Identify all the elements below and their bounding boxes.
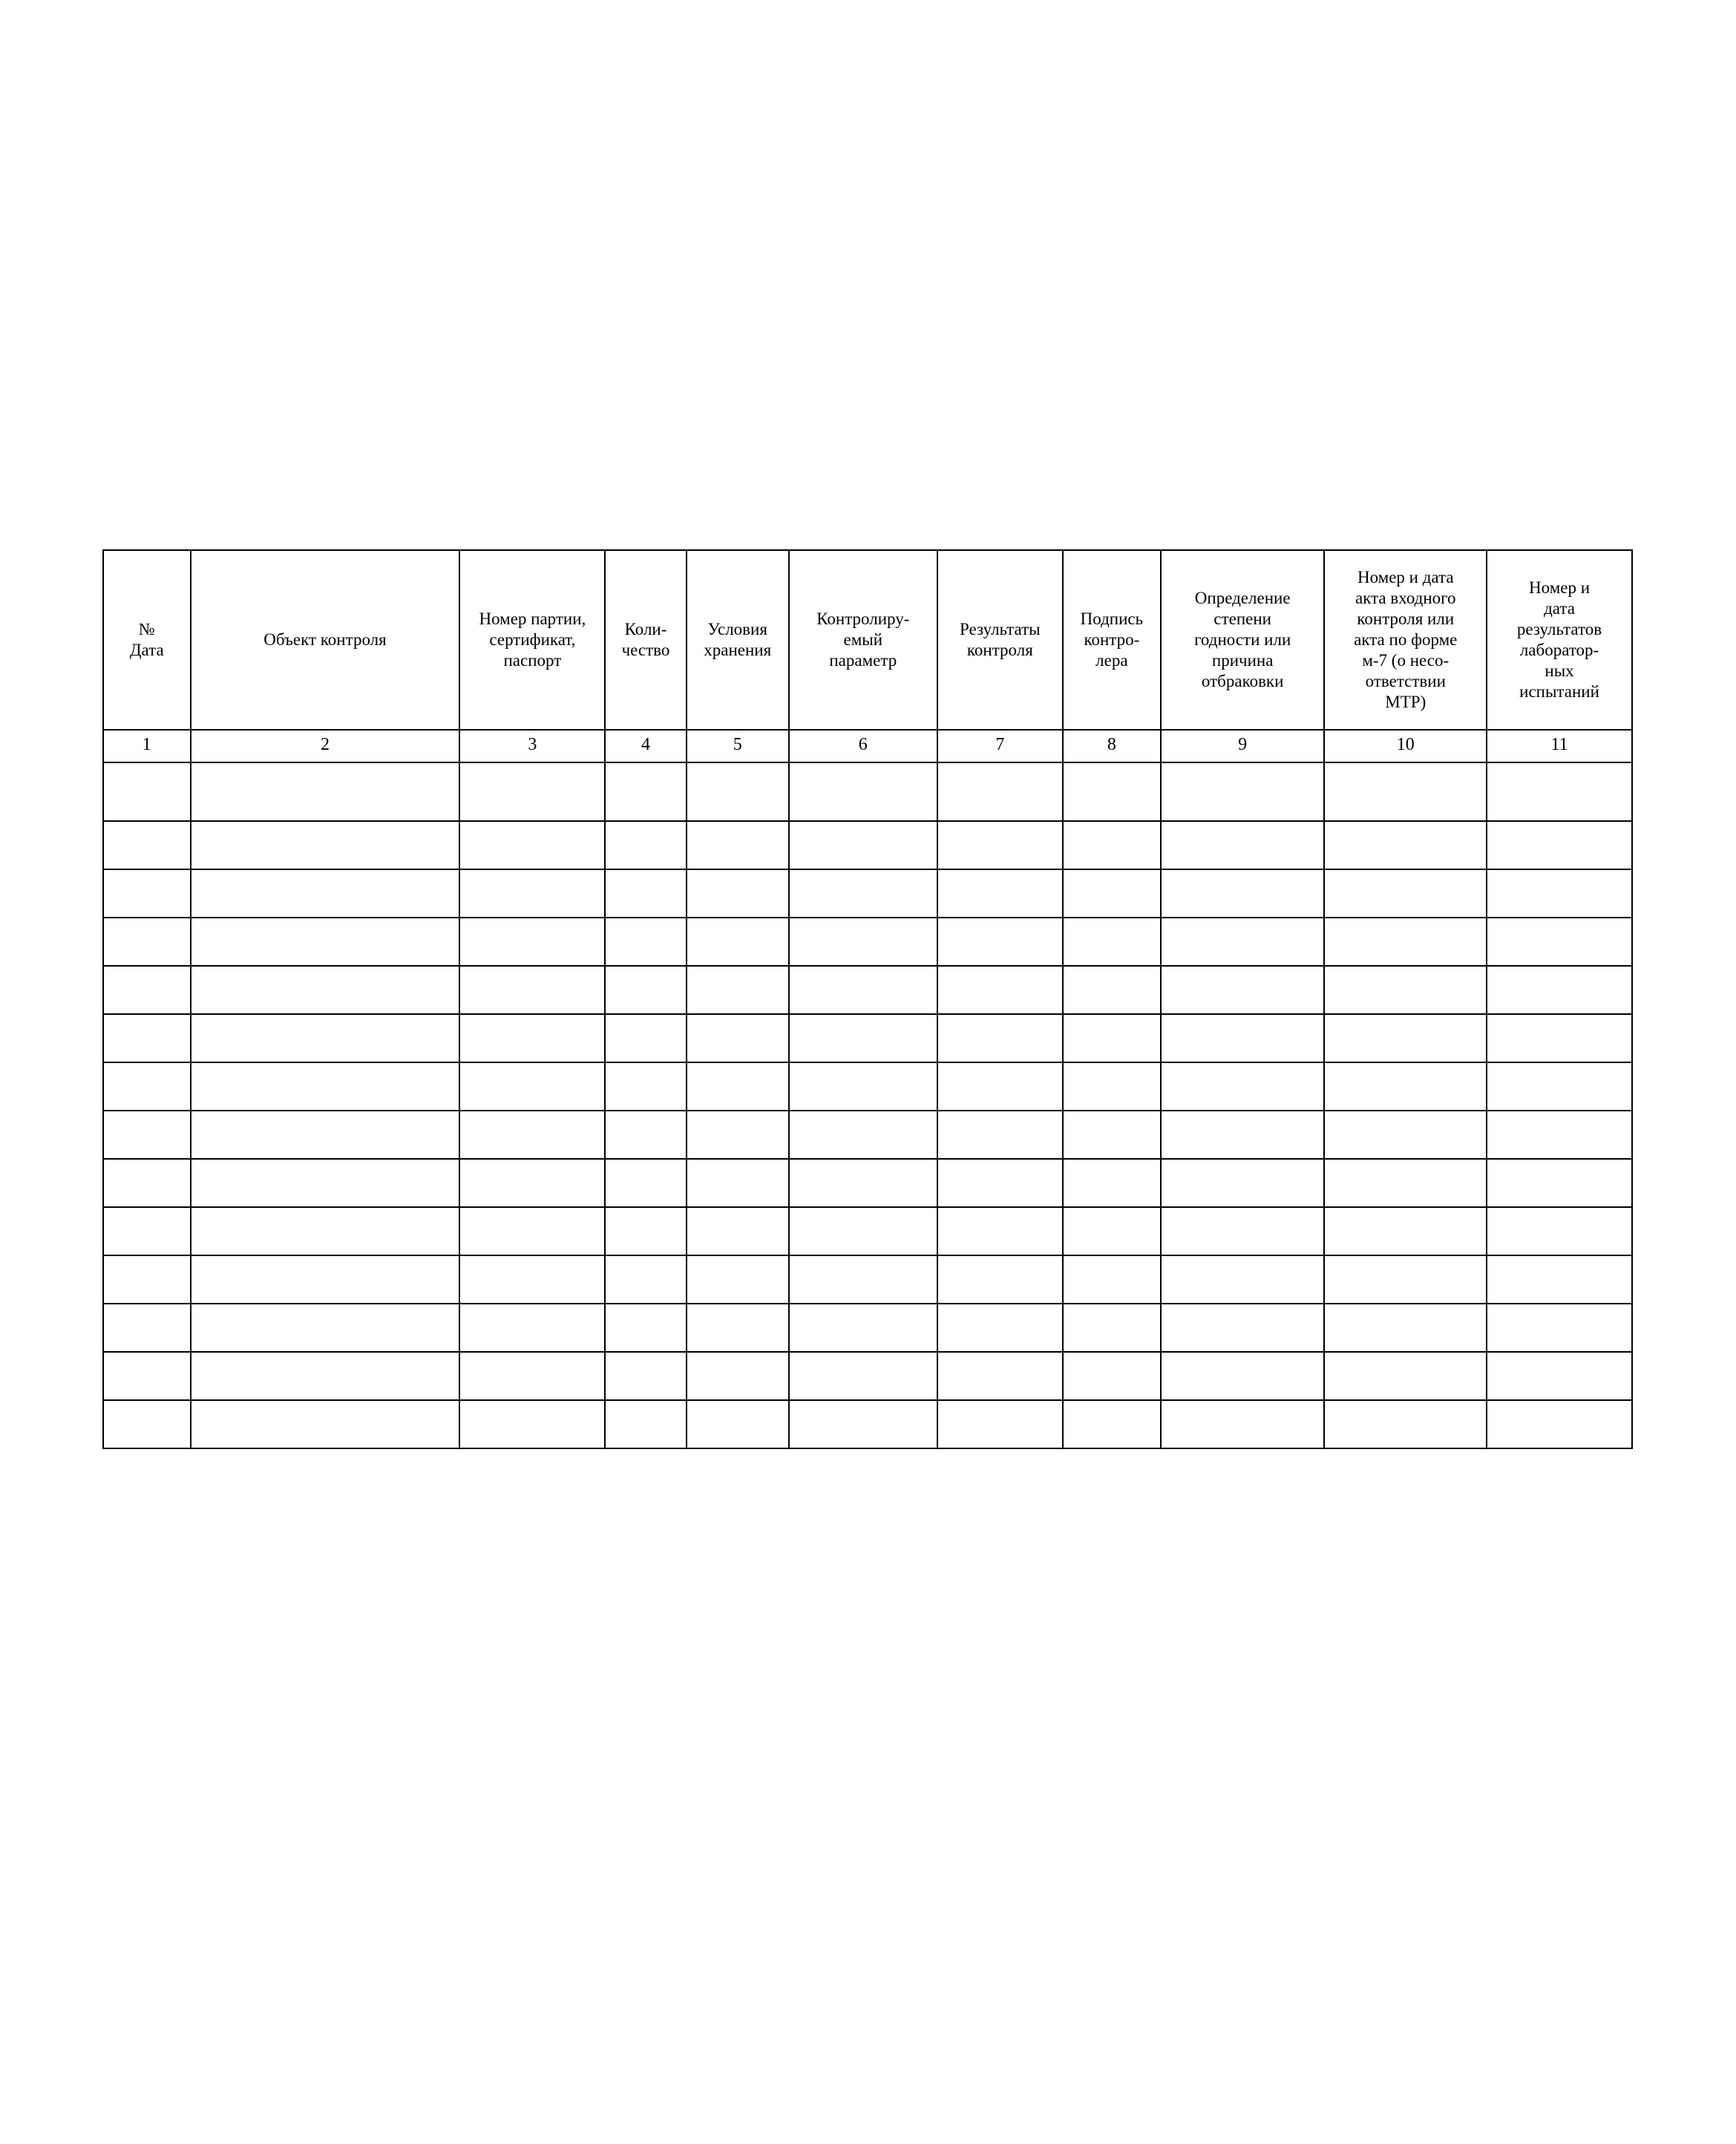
table-cell[interactable] bbox=[459, 821, 605, 869]
table-cell[interactable] bbox=[1063, 918, 1161, 966]
table-cell[interactable] bbox=[937, 1352, 1063, 1400]
table-cell[interactable] bbox=[191, 869, 460, 918]
table-cell[interactable] bbox=[1487, 1111, 1632, 1159]
table-cell[interactable] bbox=[191, 1111, 460, 1159]
table-cell[interactable] bbox=[687, 1014, 789, 1062]
table-cell[interactable] bbox=[459, 1111, 605, 1159]
table-cell[interactable] bbox=[1324, 918, 1487, 966]
table-cell[interactable] bbox=[103, 1014, 191, 1062]
table-cell[interactable] bbox=[459, 762, 605, 821]
table-cell[interactable] bbox=[459, 1304, 605, 1352]
table-cell[interactable] bbox=[1063, 1255, 1161, 1304]
table-cell[interactable] bbox=[1161, 762, 1325, 821]
table-cell[interactable] bbox=[605, 1062, 686, 1111]
table-cell[interactable] bbox=[687, 966, 789, 1014]
table-cell[interactable] bbox=[103, 869, 191, 918]
table-row bbox=[103, 1014, 1632, 1062]
table-cell[interactable] bbox=[1487, 1159, 1632, 1207]
table-cell[interactable] bbox=[789, 869, 937, 918]
table-cell[interactable] bbox=[1324, 1159, 1487, 1207]
column-number-7: 7 bbox=[937, 730, 1063, 762]
table-cell[interactable] bbox=[1063, 966, 1161, 1014]
table-cell[interactable] bbox=[103, 821, 191, 869]
table-cell[interactable] bbox=[789, 966, 937, 1014]
table-cell[interactable] bbox=[1161, 1400, 1325, 1448]
table-cell[interactable] bbox=[103, 1255, 191, 1304]
table-cell[interactable] bbox=[103, 966, 191, 1014]
column-header-9 bbox=[1161, 550, 1325, 730]
table-row bbox=[103, 1111, 1632, 1159]
journal-table-container bbox=[102, 549, 1633, 1449]
table-cell[interactable] bbox=[1487, 918, 1632, 966]
table-cell[interactable] bbox=[1324, 1304, 1487, 1352]
column-number-11: 11 bbox=[1487, 730, 1632, 762]
table-row bbox=[103, 1255, 1632, 1304]
table-cell[interactable] bbox=[687, 1400, 789, 1448]
table-cell[interactable] bbox=[1161, 1111, 1325, 1159]
table-row bbox=[103, 1159, 1632, 1207]
table-cell[interactable] bbox=[1324, 1062, 1487, 1111]
table-cell[interactable] bbox=[191, 1304, 460, 1352]
table-cell[interactable] bbox=[1063, 821, 1161, 869]
column-header-10-text: Номер и дата акта входного контроля или акта по форме м-7 (о несо- ответствии МТР) bbox=[1354, 567, 1458, 712]
table-cell[interactable] bbox=[605, 1352, 686, 1400]
table-cell[interactable] bbox=[103, 1207, 191, 1255]
table-row bbox=[103, 1304, 1632, 1352]
table-row bbox=[103, 966, 1632, 1014]
table-cell[interactable] bbox=[789, 1255, 937, 1304]
table-row bbox=[103, 1207, 1632, 1255]
table-row bbox=[103, 918, 1632, 966]
table-cell[interactable] bbox=[1487, 1255, 1632, 1304]
column-header-1-text: № Дата bbox=[129, 619, 164, 659]
table-cell[interactable] bbox=[789, 821, 937, 869]
column-header-1 bbox=[103, 550, 191, 730]
column-header-10 bbox=[1324, 550, 1487, 730]
column-number-8: 8 bbox=[1063, 730, 1161, 762]
table-row bbox=[103, 821, 1632, 869]
table-cell[interactable] bbox=[1063, 762, 1161, 821]
table-cell[interactable] bbox=[789, 1352, 937, 1400]
table-cell[interactable] bbox=[191, 918, 460, 966]
table-cell[interactable] bbox=[937, 1255, 1063, 1304]
table-cell[interactable] bbox=[937, 1159, 1063, 1207]
table-cell[interactable] bbox=[1324, 1255, 1487, 1304]
table-cell[interactable] bbox=[191, 1400, 460, 1448]
table-cell[interactable] bbox=[1063, 1304, 1161, 1352]
column-number-9: 9 bbox=[1161, 730, 1325, 762]
table-cell[interactable] bbox=[1487, 1400, 1632, 1448]
table-cell[interactable] bbox=[1324, 1352, 1487, 1400]
table-cell[interactable] bbox=[1324, 1111, 1487, 1159]
table-cell[interactable] bbox=[1324, 869, 1487, 918]
table-cell[interactable] bbox=[687, 821, 789, 869]
table-cell[interactable] bbox=[1063, 869, 1161, 918]
table-cell[interactable] bbox=[1324, 821, 1487, 869]
table-cell[interactable] bbox=[687, 762, 789, 821]
table-cell[interactable] bbox=[459, 1255, 605, 1304]
table-cell[interactable] bbox=[1063, 1062, 1161, 1111]
table-cell[interactable] bbox=[937, 966, 1063, 1014]
table-cell[interactable] bbox=[937, 869, 1063, 918]
table-cell[interactable] bbox=[605, 966, 686, 1014]
table-cell[interactable] bbox=[789, 1062, 937, 1111]
table-cell[interactable] bbox=[1161, 1014, 1325, 1062]
table-cell[interactable] bbox=[1161, 966, 1325, 1014]
table-cell[interactable] bbox=[459, 966, 605, 1014]
table-cell[interactable] bbox=[687, 1352, 789, 1400]
table-cell[interactable] bbox=[605, 1014, 686, 1062]
column-header-6-text: Контролиру- емый параметр bbox=[816, 609, 910, 670]
table-cell[interactable] bbox=[605, 869, 686, 918]
column-header-4 bbox=[605, 550, 686, 730]
table-cell[interactable] bbox=[1161, 1207, 1325, 1255]
table-cell[interactable] bbox=[1487, 1304, 1632, 1352]
table-cell[interactable] bbox=[1161, 918, 1325, 966]
table-row bbox=[103, 762, 1632, 821]
table-cell[interactable] bbox=[687, 1111, 789, 1159]
table-cell[interactable] bbox=[1161, 869, 1325, 918]
table-cell[interactable] bbox=[103, 1304, 191, 1352]
column-header-7-text: Результаты контроля bbox=[960, 619, 1041, 659]
column-number-4: 4 bbox=[605, 730, 686, 762]
table-cell[interactable] bbox=[103, 1159, 191, 1207]
table-cell[interactable] bbox=[937, 1062, 1063, 1111]
table-cell[interactable] bbox=[687, 1062, 789, 1111]
table-cell[interactable] bbox=[1487, 1352, 1632, 1400]
column-number-1: 1 bbox=[103, 730, 191, 762]
table-cell[interactable] bbox=[605, 1159, 686, 1207]
column-number-10: 10 bbox=[1324, 730, 1487, 762]
column-header-2 bbox=[191, 550, 460, 730]
column-header-9-text: Определение степени годности или причина отбраковки bbox=[1194, 588, 1291, 691]
table-row bbox=[103, 1062, 1632, 1111]
table-cell[interactable] bbox=[937, 1207, 1063, 1255]
column-number-3: 3 bbox=[459, 730, 605, 762]
table-cell[interactable] bbox=[191, 762, 460, 821]
table-cell[interactable] bbox=[789, 1207, 937, 1255]
table-cell[interactable] bbox=[191, 1159, 460, 1207]
column-number-5: 5 bbox=[687, 730, 789, 762]
table-cell[interactable] bbox=[789, 918, 937, 966]
column-number-2: 2 bbox=[191, 730, 460, 762]
table-cell[interactable] bbox=[459, 1352, 605, 1400]
table-cell[interactable] bbox=[1063, 1159, 1161, 1207]
table-cell[interactable] bbox=[789, 762, 937, 821]
table-cell[interactable] bbox=[937, 1111, 1063, 1159]
table-cell[interactable] bbox=[191, 1255, 460, 1304]
table-cell[interactable] bbox=[1161, 1255, 1325, 1304]
table-cell[interactable] bbox=[1063, 1400, 1161, 1448]
table-cell[interactable] bbox=[459, 1207, 605, 1255]
table-cell[interactable] bbox=[937, 821, 1063, 869]
table-cell[interactable] bbox=[191, 1207, 460, 1255]
table-cell[interactable] bbox=[459, 1159, 605, 1207]
table-cell[interactable] bbox=[1487, 966, 1632, 1014]
table-cell[interactable] bbox=[605, 1400, 686, 1448]
table-cell[interactable] bbox=[687, 1159, 789, 1207]
table-cell[interactable] bbox=[1487, 821, 1632, 869]
column-number-6: 6 bbox=[789, 730, 937, 762]
table-cell[interactable] bbox=[1161, 1304, 1325, 1352]
table-cell[interactable] bbox=[103, 762, 191, 821]
table-cell[interactable] bbox=[937, 1014, 1063, 1062]
table-cell[interactable] bbox=[1324, 762, 1487, 821]
column-header-8-text: Подпись контро- лера bbox=[1080, 609, 1144, 670]
column-header-11-text: Номер и дата результатов лаборатор- ных испытаний bbox=[1516, 578, 1602, 702]
table-cell[interactable] bbox=[687, 918, 789, 966]
table-row bbox=[103, 1352, 1632, 1400]
table-cell[interactable] bbox=[103, 1400, 191, 1448]
table-cell[interactable] bbox=[459, 1400, 605, 1448]
table-cell[interactable] bbox=[1063, 1207, 1161, 1255]
header-row bbox=[103, 550, 1632, 730]
table-cell[interactable] bbox=[1324, 1207, 1487, 1255]
table-cell[interactable] bbox=[103, 1062, 191, 1111]
table-cell[interactable] bbox=[1161, 1159, 1325, 1207]
table-cell[interactable] bbox=[191, 966, 460, 1014]
table-cell[interactable] bbox=[605, 762, 686, 821]
table-cell[interactable] bbox=[605, 1255, 686, 1304]
column-header-5 bbox=[687, 550, 789, 730]
column-header-6 bbox=[789, 550, 937, 730]
table-cell[interactable] bbox=[459, 1062, 605, 1111]
table-cell[interactable] bbox=[1324, 1400, 1487, 1448]
table-cell[interactable] bbox=[191, 1062, 460, 1111]
table-cell[interactable] bbox=[1063, 1352, 1161, 1400]
table-cell[interactable] bbox=[191, 1014, 460, 1062]
table-cell[interactable] bbox=[103, 1111, 191, 1159]
table-cell[interactable] bbox=[1324, 1014, 1487, 1062]
table-cell[interactable] bbox=[459, 869, 605, 918]
table-cell[interactable] bbox=[789, 1304, 937, 1352]
table-header bbox=[103, 550, 1632, 762]
table-cell[interactable] bbox=[605, 1111, 686, 1159]
column-header-5-text: Условия хранения bbox=[704, 619, 772, 659]
table-cell[interactable] bbox=[937, 918, 1063, 966]
table-cell[interactable] bbox=[605, 821, 686, 869]
table-cell[interactable] bbox=[1161, 1352, 1325, 1400]
table-cell[interactable] bbox=[1487, 869, 1632, 918]
table-cell[interactable] bbox=[459, 918, 605, 966]
table-cell[interactable] bbox=[1063, 1014, 1161, 1062]
column-header-4-text: Коли- чество bbox=[621, 619, 670, 659]
table-cell[interactable] bbox=[937, 762, 1063, 821]
table-cell[interactable] bbox=[687, 1304, 789, 1352]
table-cell[interactable] bbox=[191, 821, 460, 869]
table-row bbox=[103, 1400, 1632, 1448]
column-header-11 bbox=[1487, 550, 1632, 730]
column-header-8 bbox=[1063, 550, 1161, 730]
table-cell[interactable] bbox=[1063, 1111, 1161, 1159]
column-header-2-text: Объект контроля bbox=[263, 630, 387, 649]
table-cell[interactable] bbox=[789, 1159, 937, 1207]
table-cell[interactable] bbox=[1487, 1062, 1632, 1111]
column-number-row bbox=[103, 730, 1632, 762]
table-cell[interactable] bbox=[103, 1352, 191, 1400]
table-cell[interactable] bbox=[789, 1014, 937, 1062]
table-cell[interactable] bbox=[1487, 1014, 1632, 1062]
table-body bbox=[103, 762, 1632, 1448]
column-header-3 bbox=[459, 550, 605, 730]
table-row bbox=[103, 869, 1632, 918]
table-cell[interactable] bbox=[937, 1400, 1063, 1448]
column-header-3-text: Номер партии, сертификат, паспорт bbox=[479, 609, 586, 670]
table-cell[interactable] bbox=[687, 869, 789, 918]
table-cell[interactable] bbox=[687, 1207, 789, 1255]
table-cell[interactable] bbox=[937, 1304, 1063, 1352]
incoming-control-journal-table bbox=[102, 549, 1633, 1449]
table-cell[interactable] bbox=[191, 1352, 460, 1400]
table-cell[interactable] bbox=[789, 1400, 937, 1448]
column-header-7 bbox=[937, 550, 1063, 730]
table-cell[interactable] bbox=[605, 918, 686, 966]
table-cell[interactable] bbox=[1487, 1207, 1632, 1255]
table-cell[interactable] bbox=[605, 1304, 686, 1352]
table-cell[interactable] bbox=[687, 1255, 789, 1304]
table-cell[interactable] bbox=[1161, 821, 1325, 869]
table-cell[interactable] bbox=[605, 1207, 686, 1255]
table-cell[interactable] bbox=[1161, 1062, 1325, 1111]
table-cell[interactable] bbox=[103, 918, 191, 966]
table-cell[interactable] bbox=[459, 1014, 605, 1062]
table-cell[interactable] bbox=[789, 1111, 937, 1159]
table-cell[interactable] bbox=[1324, 966, 1487, 1014]
table-cell[interactable] bbox=[1487, 762, 1632, 821]
